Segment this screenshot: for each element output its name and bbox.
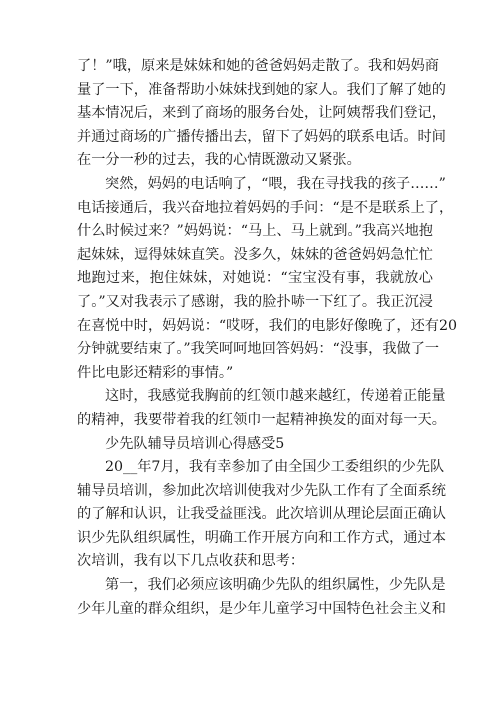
- text-line: 什么时候过来？”妈妈说：“马上、马上就到。”我高兴地抱: [77, 223, 433, 240]
- paragraph: [77, 55, 446, 173]
- text-line: 第一，我们必须应该明确少先队的组织属性，少先队是: [105, 577, 446, 594]
- text-line: 基本情况后，来到了商场的服务台处，让阿姨帮我们登记，: [77, 105, 446, 122]
- text-line: 在一分一秒的过去，我的心情既激动又紧张。: [77, 152, 361, 169]
- text-line: 辅导员培训，参加此次培训使我对少先队工作有了全面系统: [77, 482, 446, 499]
- text-line: 20__年7月，我有幸参加了由全国少工委组织的少先队: [105, 459, 445, 476]
- text-line: 少年儿童的群众组织，是少年儿童学习中国特色社会主义和: [77, 600, 446, 617]
- document-body: [77, 55, 457, 621]
- text-line: 的了解和认识，让我受益匪浅。此次培训从理论层面正确认: [77, 506, 446, 523]
- text-line: 件比电影还精彩的事情。”: [77, 364, 234, 381]
- paragraph: [77, 574, 446, 621]
- paragraph: [77, 385, 446, 432]
- text-line: 次培训，我有以下几点收获和思考：: [77, 553, 305, 570]
- text-line: 起妹妹，逗得妹妹直笑。没多久，妹妹的爸爸妈妈急忙忙: [77, 246, 433, 263]
- heading-text: 少先队辅导员培训心得感受5: [105, 435, 285, 452]
- paragraph: [77, 173, 457, 385]
- section-heading: [77, 433, 433, 457]
- text-line: 并通过商场的广播传播出去，留下了妈妈的联系电话。时间: [77, 128, 446, 145]
- text-line: 量了一下，准备帮助小妹妹找到她的家人。我们了解了她的: [77, 81, 446, 98]
- text-line: 了！”哦，原来是妹妹和她的爸爸妈妈走散了。我和妈妈商: [77, 58, 439, 74]
- text-line: 的精神，我要带着我的红领巾一起精神换发的面对每一天。: [77, 411, 446, 428]
- text-line: 突然，妈妈的电话响了，“喂，我在寻找我的孩子……”: [105, 175, 446, 192]
- paragraph: [77, 456, 446, 574]
- text-line: 电话接通后，我兴奋地拉着妈妈的手问：“是不是联系上了，: [77, 199, 454, 216]
- text-line: 识少先队组织属性，明确工作开展方向和工作方式，通过本: [77, 529, 446, 546]
- text-line: 分钟就要结束了。”我笑呵呵地回答妈妈：“没事，我做了一: [77, 341, 440, 358]
- text-line: 地跑过来，抱住妹妹，对她说：“宝宝没有事，我就放心: [77, 270, 433, 287]
- text-line: 了。”又对我表示了感谢，我的脸扑哧一下红了。我正沉浸: [77, 293, 433, 310]
- text-line: 这时，我感觉我胸前的红领巾越来越红，传递着正能量: [105, 388, 446, 405]
- text-line: 在喜悦中时，妈妈说：“哎呀，我们的电影好像晚了，还有20: [77, 317, 457, 334]
